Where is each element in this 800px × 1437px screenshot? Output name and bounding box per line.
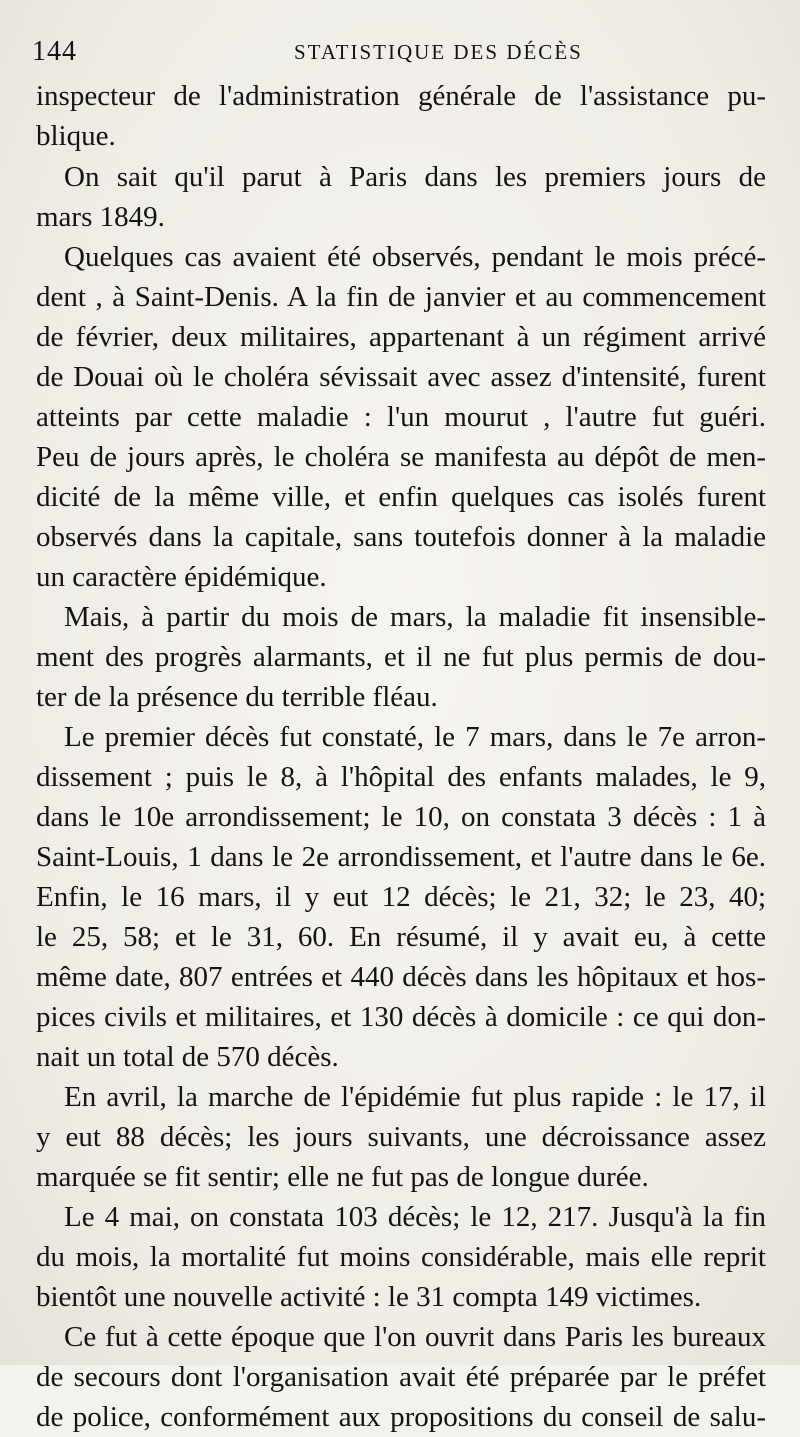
text-line: Ce fut à cette époque que l'on ouvrit dans Paris les bureaux — [64, 1321, 766, 1353]
text-line: nait un total de 570 décès. — [36, 1041, 339, 1073]
text-line: atteints par cette maladie : l'un mourut , l'autre fut guéri. — [36, 401, 766, 433]
text-line: observés dans la capitale, sans toutefois donner à la maladie — [36, 521, 766, 553]
text-line: dissement ; puis le 8, à l'hôpital des enfants malades, le 9, — [36, 761, 766, 793]
text-line: Le 4 mai, on constata 103 décès; le 12, 217. Jusqu'à la fin — [64, 1201, 766, 1233]
text-line: ter de la présence du terrible fléau. — [36, 681, 438, 713]
text-line: dent , à Saint-Denis. A la fin de janvier et au commencement — [36, 281, 766, 313]
text-line: Le premier décès fut constaté, le 7 mars, dans le 7e arron- — [64, 721, 766, 753]
text-line: Enfin, le 16 mars, il y eut 12 décès; le 21, 32; le 23, 40; — [36, 881, 766, 913]
text-line: un caractère épidémique. — [36, 561, 327, 593]
text-line: le 25, 58; et le 31, 60. En résumé, il y avait eu, à cette — [36, 921, 766, 953]
text-line: dicité de la même ville, et enfin quelques cas isolés furent — [36, 481, 766, 513]
text-line: On sait qu'il parut à Paris dans les premiers jours de — [64, 161, 766, 193]
text-line: de février, deux militaires, appartenant à un régiment arrivé — [36, 321, 766, 353]
text-line: y eut 88 décès; les jours suivants, une décroissance assez — [36, 1121, 766, 1153]
text-line: de secours dont l'organisation avait été préparée par le préfet — [36, 1361, 766, 1393]
text-line: En avril, la marche de l'épidémie fut plus rapide : le 17, il — [64, 1081, 766, 1113]
text-line: marquée se fit sentir; elle ne fut pas de longue durée. — [36, 1161, 649, 1193]
text-line: du mois, la mortalité fut moins considérable, mais elle reprit — [36, 1241, 766, 1273]
text-line: Peu de jours après, le choléra se manifesta au dépôt de men- — [36, 441, 766, 473]
page-number: 144 — [32, 36, 77, 67]
text-line: de Douai où le choléra sévissait avec assez d'intensité, furent — [36, 361, 766, 393]
text-line: pices civils et militaires, et 130 décès à domicile : ce qui don- — [36, 1001, 766, 1033]
text-line: mars 1849. — [36, 201, 165, 233]
page-header — [32, 30, 768, 70]
text-line: dans le 10e arrondissement; le 10, on constata 3 décès : 1 à — [36, 801, 766, 833]
text-line: Quelques cas avaient été observés, pendant le mois précé- — [64, 241, 766, 273]
text-line: Mais, à partir du mois de mars, la maladie fit insensible- — [64, 601, 766, 633]
running-head: STATISTIQUE DES DÉCÈS — [294, 40, 583, 64]
text-line: même date, 807 entrées et 440 décès dans les hôpitaux et hos- — [36, 961, 766, 993]
text-line: blique. — [36, 120, 116, 152]
text-line: de police, conformément aux propositions du conseil de salu- — [36, 1401, 766, 1433]
text-line: inspecteur de l'administration générale de l'assistance pu- — [36, 80, 766, 112]
text-line: bientôt une nouvelle activité : le 31 compta 149 victimes. — [36, 1281, 702, 1313]
text-line: Saint-Louis, 1 dans le 2e arrondissement, et l'autre dans le 6e. — [36, 841, 766, 873]
text-line: ment des progrès alarmants, et il ne fut plus permis de dou- — [36, 641, 766, 673]
